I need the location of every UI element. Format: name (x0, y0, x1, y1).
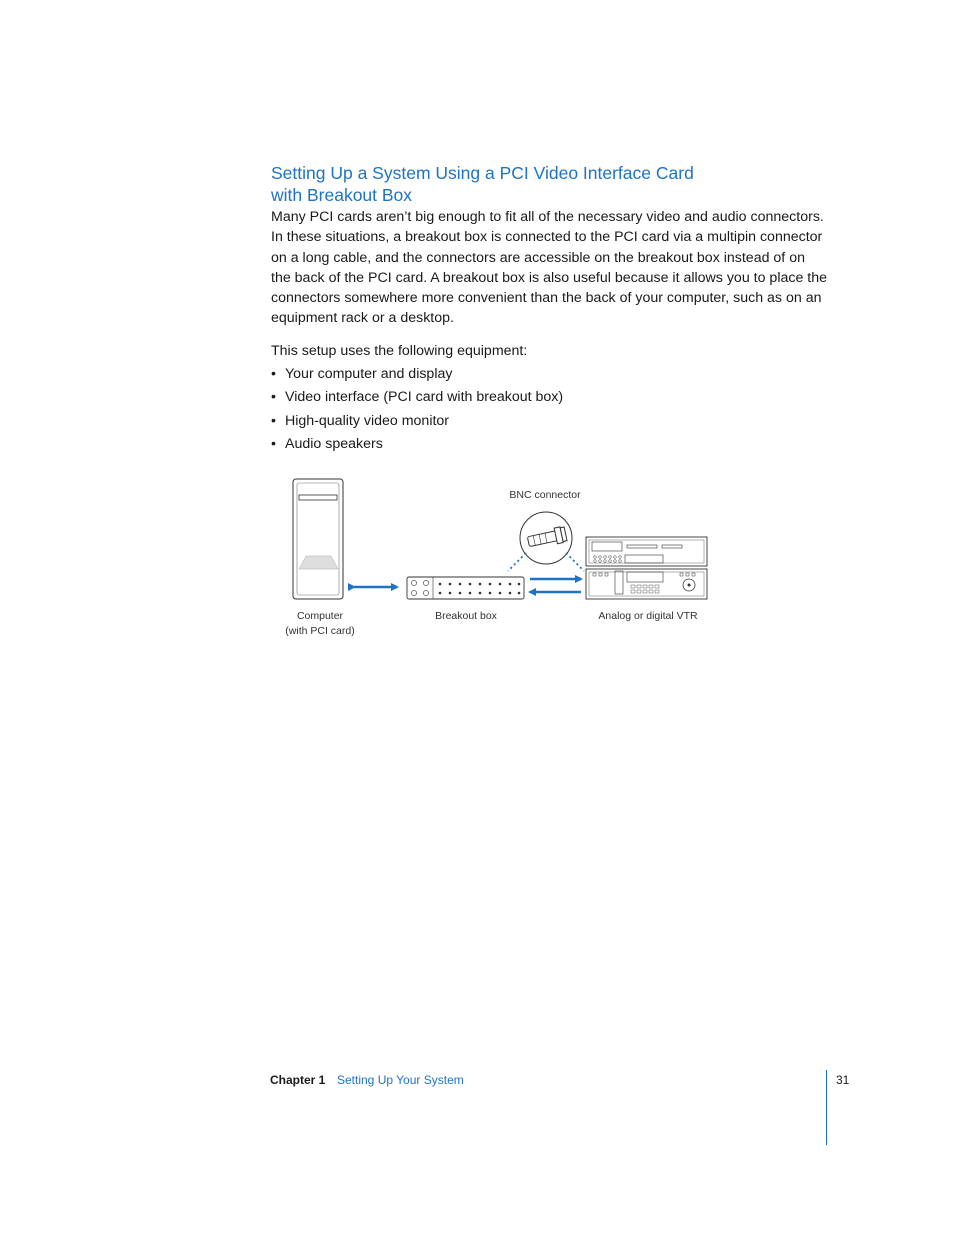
list-item-text: High-quality video monitor (285, 412, 450, 429)
computer-label-line1: Computer (296, 610, 344, 622)
list-item (271, 364, 563, 387)
heading-line-2: with Breakout Box (271, 185, 413, 205)
list-item (271, 411, 563, 434)
bnc-connector-label: BNC connector (509, 489, 581, 501)
footer-divider (826, 1070, 827, 1145)
vtr-label: Analog or digital VTR (598, 610, 698, 622)
footer-chapter-title: Setting Up Your System (337, 1073, 464, 1087)
equipment-list (271, 364, 563, 457)
bullet-marker: • (271, 366, 276, 382)
list-item-text: Video interface (PCI card with breakout box) (285, 389, 564, 406)
computer-label-line2: (with PCI card) (285, 625, 355, 637)
body-paragraph: Many PCI cards aren’t big enough to fit all of the necessary video and audio connectors. In these situations, a breakout box is connected to the PCI card via a multipin connector on a long cable, and the connectors are accessible on the breakout box instead of on the back of the PCI card. A breakout box is also useful because it allows you to place the connectors somewhere more convenient than the back of your computer, such as on an equipment rack or a desktop. (271, 209, 828, 327)
page-number: 31 (836, 1073, 850, 1087)
computer-tower-icon (293, 479, 343, 599)
list-item-text: Your computer and display (285, 366, 453, 382)
footer-chapter-label: Chapter 1 (270, 1073, 326, 1087)
bnc-callout-line-right (566, 553, 584, 571)
bullet-marker: • (271, 389, 276, 406)
bnc-callout-line-left (508, 553, 526, 571)
breakout-box-label: Breakout box (435, 610, 497, 622)
list-item-text: Audio speakers (285, 435, 383, 452)
breakout-box-icon (407, 577, 524, 599)
equipment-intro: This setup uses the following equipment: (271, 343, 528, 359)
bnc-connector-icon (520, 512, 572, 564)
vtr-deck-icon (586, 537, 707, 599)
bullet-marker: • (271, 412, 276, 429)
section-heading (271, 162, 831, 206)
setup-diagram (270, 470, 720, 645)
list-item (271, 434, 563, 457)
heading-line-1: Setting Up a System Using a PCI Video Interface Card (271, 163, 694, 183)
list-item (271, 387, 563, 410)
bullet-marker: • (271, 435, 276, 452)
